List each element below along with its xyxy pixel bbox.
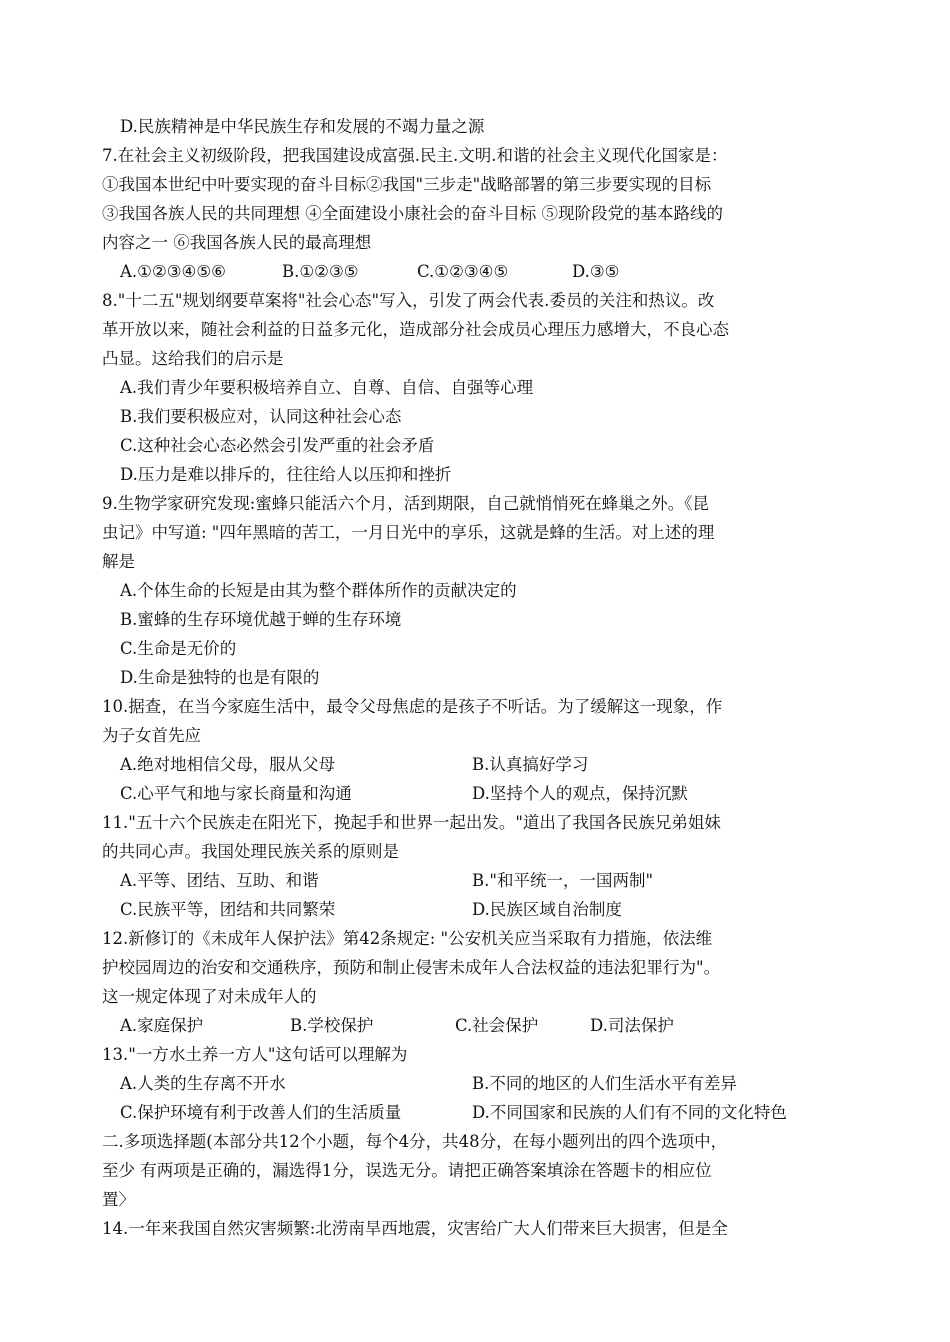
q8-option-b: B.我们要积极应对，认同这种社会心态 xyxy=(120,407,402,426)
question-12 xyxy=(102,924,850,1040)
q11-stem-line-2: 的共同心声。我国处理民族关系的原则是 xyxy=(102,842,399,861)
q10-option-a: A.绝对地相信父母，服从父母 xyxy=(120,755,336,774)
q11-option-c: C.民族平等，团结和共同繁荣 xyxy=(120,900,336,919)
q9-stem-line-3: 解是 xyxy=(102,552,135,571)
q11-option-a: A.平等、团结、互助、和谐 xyxy=(120,871,319,890)
q12-option-c: C.社会保护 xyxy=(455,1016,539,1035)
q12-stem-line-3: 这一规定体现了对未成年人的 xyxy=(102,987,317,1006)
q7-stem-line-2: ①我国本世纪中叶要实现的奋斗目标②我国"三步走"战略部署的第三步要实现的目标 xyxy=(102,175,712,194)
q9-stem-line-2: 虫记》中写道: "四年黑暗的苦工，一月日光中的享乐，这就是蜂的生活。对上述的理 xyxy=(102,523,715,542)
q11-option-b: B."和平统一，一国两制" xyxy=(472,871,654,890)
q11-stem-line-1: 11."五十六个民族走在阳光下，挽起手和世界一起出发。"道出了我国各民族兄弟姐妹 xyxy=(102,813,721,832)
q9-option-d: D.生命是独特的也是有限的 xyxy=(120,668,320,687)
q6-option-d: D.民族精神是中华民族生存和发展的不竭力量之源 xyxy=(120,117,485,136)
q8-stem-line-2: 革开放以来，随社会利益的日益多元化，造成部分社会成员心理压力感增大，不良心态 xyxy=(102,320,729,339)
question-7 xyxy=(102,141,850,286)
question-8 xyxy=(102,286,850,489)
q12-option-d: D.司法保护 xyxy=(590,1016,674,1035)
q13-option-c: C.保护环境有利于改善人们的生活质量 xyxy=(120,1103,402,1122)
q10-option-d: D.坚持个人的观点，保持沉默 xyxy=(472,784,688,803)
q7-option-a: A.①②③④⑤⑥ xyxy=(120,262,226,281)
q9-option-c: C.生命是无价的 xyxy=(120,639,237,658)
q10-option-c: C.心平气和地与家长商量和沟通 xyxy=(120,784,352,803)
q8-option-d: D.压力是难以排斥的，往往给人以压抑和挫折 xyxy=(120,465,452,484)
question-10 xyxy=(102,692,850,808)
q12-option-a: A.家庭保护 xyxy=(120,1016,204,1035)
q12-stem-line-1: 12.新修订的《未成年人保护法》第42条规定: "公安机关应当采取有力措施，依法维 xyxy=(102,929,713,948)
q9-option-a: A.个体生命的长短是由其为整个群体所作的贡献决定的 xyxy=(120,581,517,600)
q12-options xyxy=(102,1011,850,1040)
q12-option-b: B.学校保护 xyxy=(290,1016,374,1035)
q8-stem-line-1: 8."十二五"规划纲要草案将"社会心态"写入，引发了两会代表.委员的关注和热议。改 xyxy=(102,291,715,310)
q9-option-b: B.蜜蜂的生存环境优越于蝉的生存环境 xyxy=(120,610,402,629)
question-9 xyxy=(102,489,850,692)
q10-stem-line-2: 为子女首先应 xyxy=(102,726,201,745)
q8-stem-line-3: 凸显。这给我们的启示是 xyxy=(102,349,284,368)
q13-stem-line-1: 13."一方水土养一方人"这句话可以理解为 xyxy=(102,1045,408,1064)
q13-option-a: A.人类的生存离不开水 xyxy=(120,1074,286,1093)
q8-option-c: C.这种社会心态必然会引发严重的社会矛盾 xyxy=(120,436,435,455)
question-14 xyxy=(102,1214,850,1243)
q7-option-b: B.①②③⑤ xyxy=(282,262,359,281)
q7-stem-line-4: 内容之一 ⑥我国各族人民的最高理想 xyxy=(102,233,372,252)
section-2-line-2: 至少 有两项是正确的，漏选得1分，误选无分。请把正确答案填涂在答题卡的相应位 xyxy=(102,1161,712,1180)
q10-options-row-2 xyxy=(102,779,850,808)
q11-option-d: D.民族区域自治制度 xyxy=(472,900,622,919)
q10-option-b: B.认真搞好学习 xyxy=(472,755,589,774)
section-2-line-3: 置〉 xyxy=(102,1190,135,1209)
q10-stem-line-1: 10.据查，在当今家庭生活中，最令父母焦虑的是孩子不听话。为了缓解这一现象，作 xyxy=(102,697,723,716)
q13-options-row-2 xyxy=(102,1098,850,1127)
q7-options xyxy=(102,257,850,286)
q12-stem-line-2: 护校园周边的治安和交通秩序，预防和制止侵害未成年人合法权益的违法犯罪行为"。 xyxy=(102,958,721,977)
q13-option-d: D.不同国家和民族的人们有不同的文化特色 xyxy=(472,1103,787,1122)
q7-option-c: C.①②③④⑤ xyxy=(417,262,509,281)
section-2-line-1: 二.多项选择题(本部分共12个小题，每个4分，共48分，在每小题列出的四个选项中， xyxy=(102,1132,728,1151)
q7-stem-line-1: 7.在社会主义初级阶段，把我国建设成富强.民主.文明.和谐的社会主义现代化国家是： xyxy=(102,146,728,165)
q9-stem-line-1: 9.生物学家研究发现:蜜蜂只能活六个月，活到期限，自己就悄悄死在蜂巢之外。《昆 xyxy=(102,494,710,513)
q10-options-row-1 xyxy=(102,750,850,779)
q11-options-row-1 xyxy=(102,866,850,895)
q14-stem-line-1: 14.一年来我国自然灾害频繁:北涝南旱西地震，灾害给广大人们带来巨大损害，但是全 xyxy=(102,1219,728,1238)
q11-options-row-2 xyxy=(102,895,850,924)
q8-option-a: A.我们青少年要积极培养自立、自尊、自信、自强等心理 xyxy=(120,378,534,397)
q13-option-b: B.不同的地区的人们生活水平有差异 xyxy=(472,1074,737,1093)
q7-stem-line-3: ③我国各族人民的共同理想 ④全面建设小康社会的奋斗目标 ⑤现阶段党的基本路线的 xyxy=(102,204,723,223)
q13-options-row-1 xyxy=(102,1069,850,1098)
question-11 xyxy=(102,808,850,924)
section-2-heading xyxy=(102,1127,850,1214)
question-13 xyxy=(102,1040,850,1127)
q7-option-d: D.③⑤ xyxy=(572,262,620,281)
